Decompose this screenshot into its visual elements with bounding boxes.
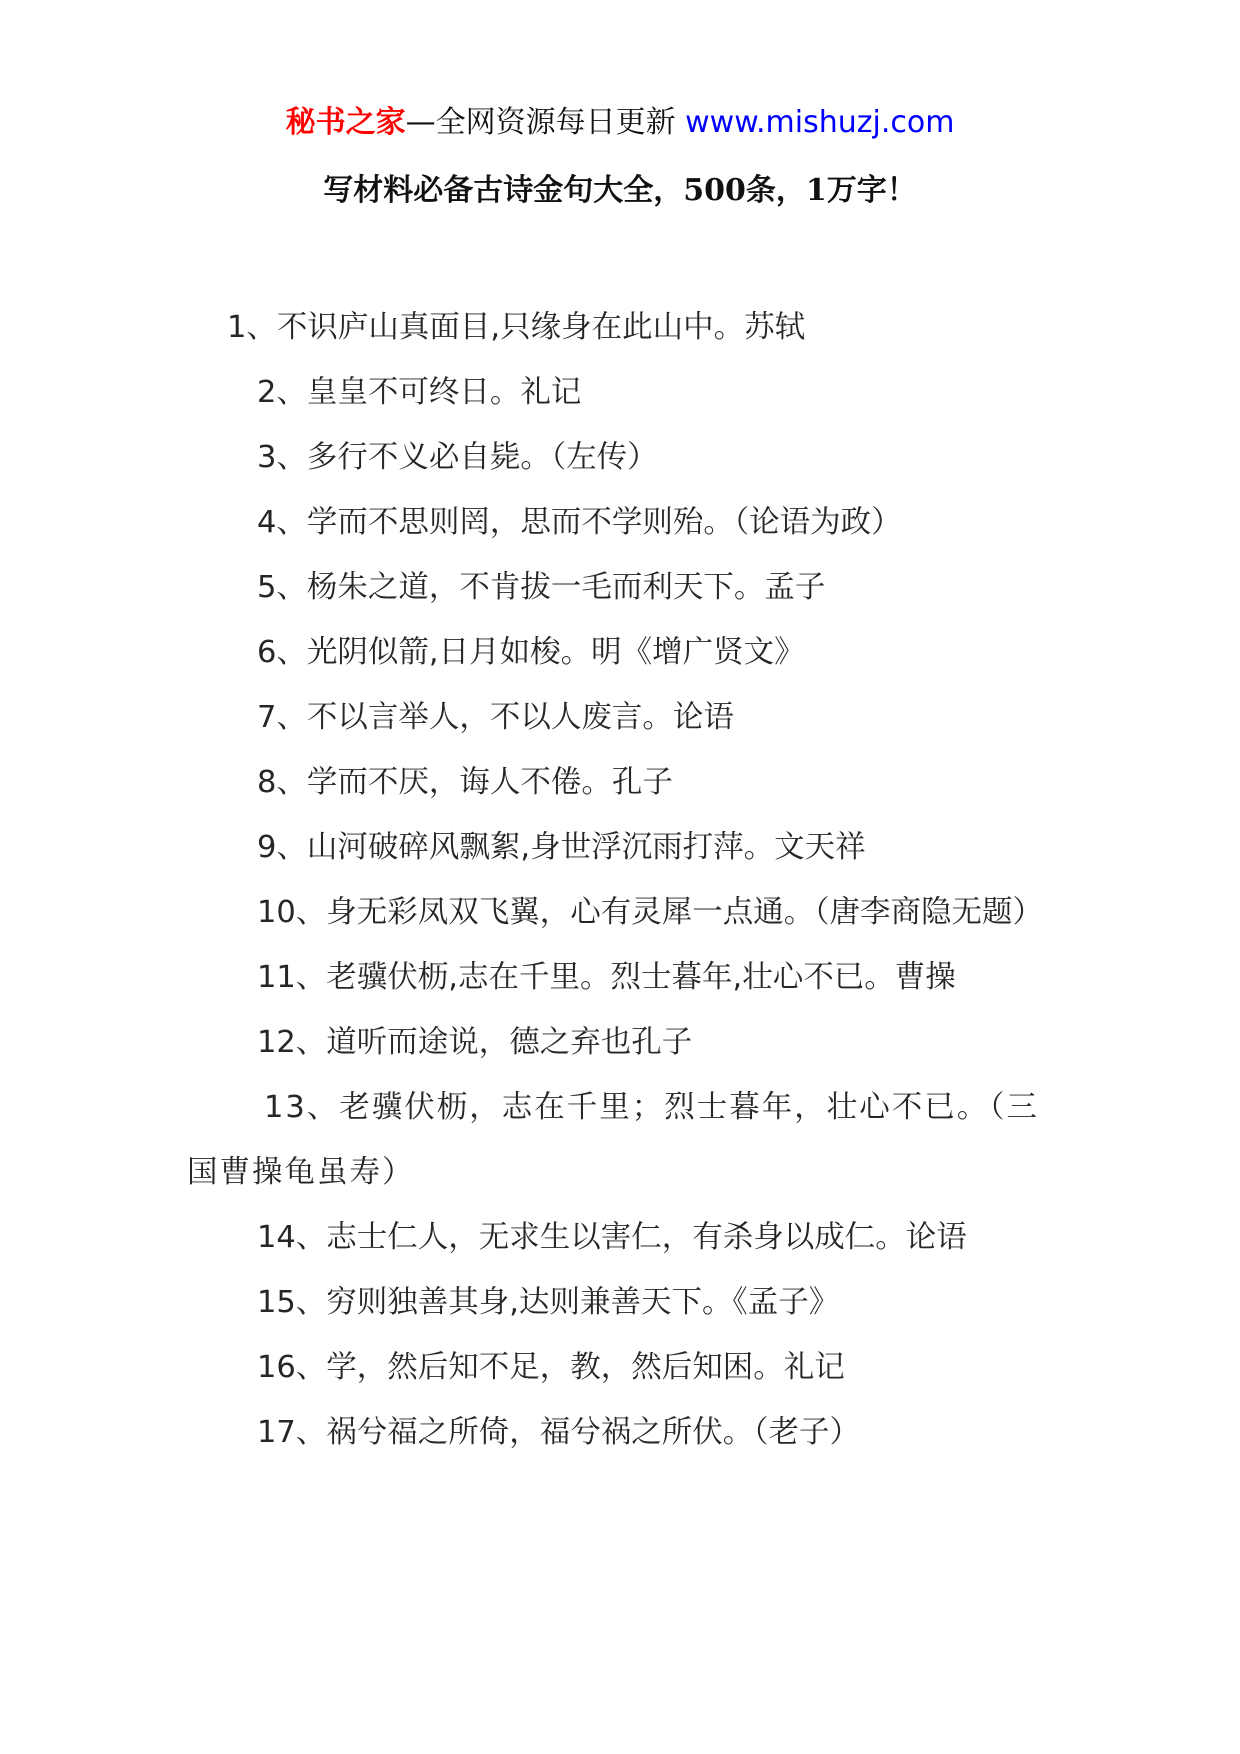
list-item: 1、不识庐山真面目,只缘身在此山中。苏轼 [227,310,806,345]
list-item: 7、不以言举人，不以人废言。论语 [257,700,734,735]
list-item: 8、学而不厌，诲人不倦。孔子 [257,765,673,800]
list-item: 4、学而不思则罔，思而不学则殆。（论语为政） [257,505,902,540]
list-item: 15、穷则独善其身,达则兼善天下。《孟子》 [257,1285,840,1320]
site-header [0,98,1240,148]
list-item: 14、志士仁人，无求生以害仁，有杀身以成仁。论语 [257,1220,967,1255]
header-tagline: —全网资源每日更新 [405,105,676,140]
list-item: 9、山河破碎风飘絮,身世浮沉雨打萍。文天祥 [257,830,866,865]
list-item: 10、身无彩凤双飞翼，心有灵犀一点通。（唐李商隐无题） [257,895,1044,930]
list-item: 2、皇皇不可终日。礼记 [257,375,582,410]
site-url-link[interactable]: www.mishuzj.com [685,105,955,140]
list-item: 13、老骥伏枥，志在千里；烈士暮年，壮心不已。（三国曹操龟虽寿） [187,1090,1040,1190]
list-item: 17、祸兮福之所倚，福兮祸之所伏。（老子） [257,1415,861,1450]
list-item: 11、老骥伏枥,志在千里。烈士暮年,壮心不已。曹操 [257,960,956,995]
quote-list [187,295,1067,1465]
list-item: 3、多行不义必自毙。（左传） [257,440,658,475]
list-item: 12、道听而途说，德之弃也孔子 [257,1025,693,1060]
list-item: 16、学，然后知不足，教，然后知困。礼记 [257,1350,845,1385]
document-title: 写材料必备古诗金句大全，500条，1万字！ [323,173,917,208]
list-item: 5、杨朱之道，不肯拔一毛而利天下。孟子 [257,570,826,605]
brand-name: 秘书之家 [285,105,406,140]
list-item: 6、光阴似箭,日月如梭。明《增广贤文》 [257,635,805,670]
